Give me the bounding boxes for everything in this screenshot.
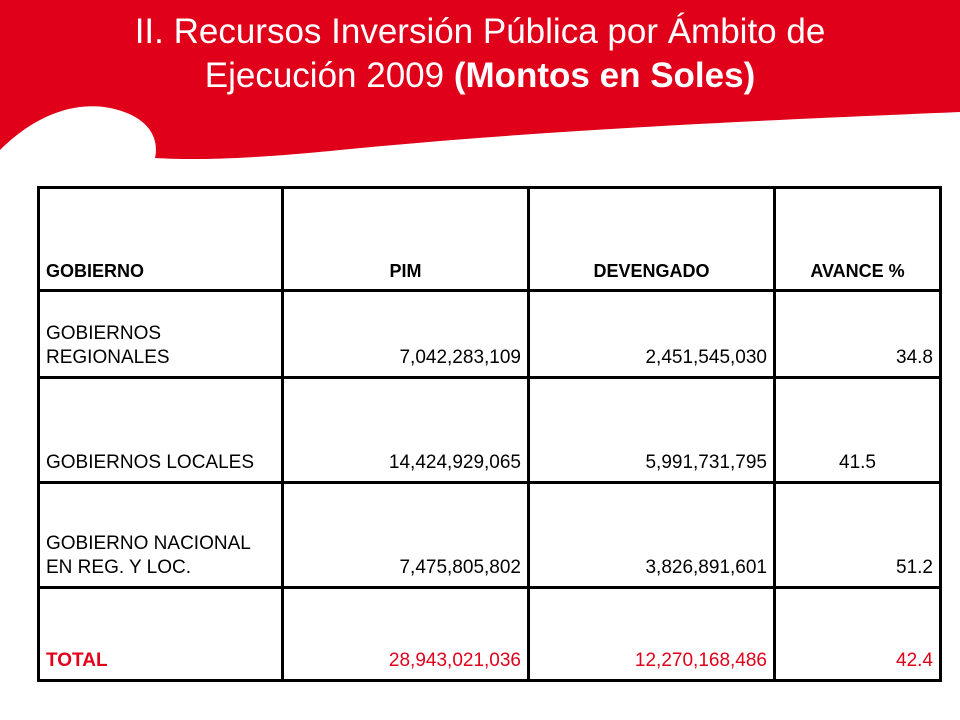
table-row <box>39 483 941 588</box>
cell-gobierno: GOBIERNOS REGIONALES <box>39 291 283 378</box>
cell-devengado: 2,451,545,030 <box>529 291 775 378</box>
cell-pim: 14,424,929,065 <box>283 378 529 483</box>
title-line-2-bold: (Montos en Soles) <box>453 56 756 95</box>
header-avance: AVANCE % <box>775 188 941 291</box>
cell-pim: 7,042,283,109 <box>283 291 529 378</box>
total-pim: 28,943,021,036 <box>283 588 529 681</box>
slide-title <box>20 10 940 98</box>
table-total-row <box>39 588 941 681</box>
table-row <box>39 378 941 483</box>
cell-avance: 41.5 <box>775 378 941 483</box>
total-label: TOTAL <box>39 588 283 681</box>
title-line-2-regular: Ejecución 2009 <box>204 56 454 95</box>
table-header-row <box>39 188 941 291</box>
cell-devengado: 3,826,891,601 <box>529 483 775 588</box>
cell-gobierno: GOBIERNO NACIONAL EN REG. Y LOC. <box>39 483 283 588</box>
header-gobierno: GOBIERNO <box>39 188 283 291</box>
investment-table <box>37 186 942 682</box>
total-devengado: 12,270,168,486 <box>529 588 775 681</box>
cell-avance: 51.2 <box>775 483 941 588</box>
cell-avance: 34.8 <box>775 291 941 378</box>
header-devengado: DEVENGADO <box>529 188 775 291</box>
cell-gobierno: GOBIERNOS LOCALES <box>39 378 283 483</box>
title-line-1: II. Recursos Inversión Pública por Ámbito de <box>134 12 826 51</box>
cell-pim: 7,475,805,802 <box>283 483 529 588</box>
table-row <box>39 291 941 378</box>
cell-devengado: 5,991,731,795 <box>529 378 775 483</box>
total-avance: 42.4 <box>775 588 941 681</box>
header-pim: PIM <box>283 188 529 291</box>
title-line-2 <box>20 54 940 98</box>
